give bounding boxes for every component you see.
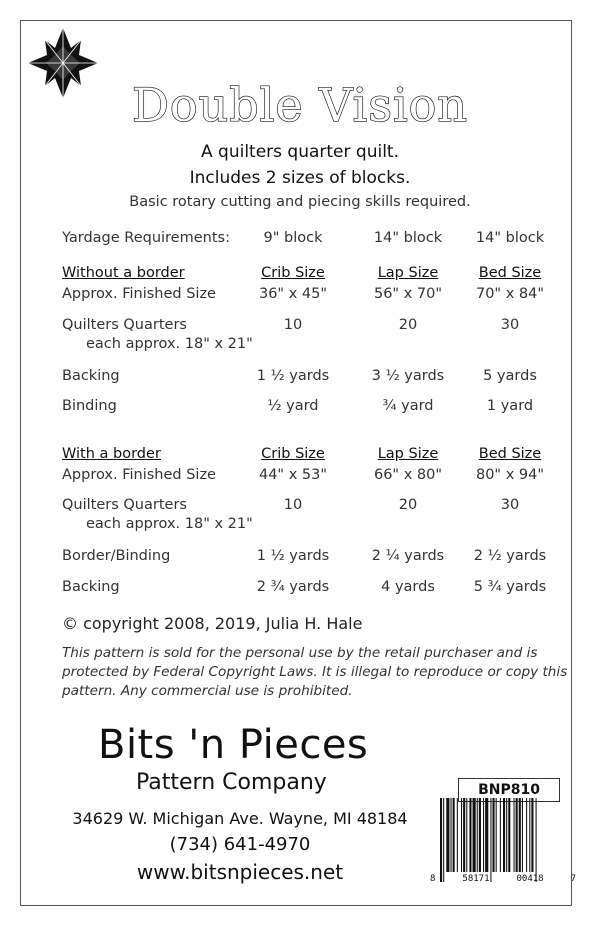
row-label: Approx. Finished Size bbox=[62, 467, 216, 483]
row-label: Quilters Quarters bbox=[62, 317, 187, 333]
barcode-bar bbox=[496, 798, 497, 872]
barcode-bar bbox=[477, 798, 478, 872]
yardage-header-row bbox=[0, 230, 600, 252]
cell: 70" x 84" bbox=[475, 286, 545, 302]
row-label: Quilters Quarters bbox=[62, 497, 187, 513]
barcode-bar bbox=[443, 798, 444, 882]
without-border-heading-row bbox=[0, 265, 600, 287]
block-size-col3: 14" block bbox=[475, 230, 545, 246]
cell: 10 bbox=[283, 497, 303, 513]
barcode-bar bbox=[500, 798, 501, 872]
barcode-bar bbox=[473, 798, 476, 872]
company-phone: (734) 641-4970 bbox=[169, 834, 311, 855]
company-address: 34629 W. Michigan Ave. Wayne, MI 48184 bbox=[72, 809, 408, 828]
barcode-bar bbox=[493, 798, 495, 872]
barcode-bar bbox=[529, 798, 530, 872]
cell: ¾ yard bbox=[382, 398, 434, 414]
company-subtitle: Pattern Company bbox=[136, 770, 327, 795]
cell: 20 bbox=[398, 317, 418, 333]
pattern-title: Double Vision bbox=[132, 78, 468, 132]
crib-size-label: Crib Size bbox=[261, 265, 325, 281]
barcode-bar bbox=[461, 798, 462, 872]
barcode-bar bbox=[440, 798, 442, 882]
barcode-bar bbox=[457, 798, 458, 872]
barcode-bar bbox=[514, 798, 515, 872]
upc-last-digit: 7 bbox=[570, 874, 576, 884]
block-size-col2: 14" block bbox=[373, 230, 443, 246]
upc-right-group: 00418 bbox=[516, 874, 544, 884]
cell: 66" x 80" bbox=[373, 467, 443, 483]
quarters-note: each approx. 18" x 21" bbox=[86, 516, 253, 532]
finished-size-row bbox=[0, 467, 600, 489]
lap-size-label: Lap Size bbox=[377, 446, 439, 462]
row-label: Approx. Finished Size bbox=[62, 286, 216, 302]
cell: 2 ½ yards bbox=[473, 548, 547, 564]
upc-digits bbox=[430, 874, 576, 884]
barcode-bar bbox=[490, 798, 491, 882]
border-binding-row bbox=[0, 548, 600, 570]
cell: 30 bbox=[500, 497, 520, 513]
cell: 80" x 94" bbox=[475, 467, 545, 483]
cell: 56" x 70" bbox=[373, 286, 443, 302]
row-label: Backing bbox=[62, 368, 120, 384]
row-label: Backing bbox=[62, 579, 120, 595]
barcode-bar bbox=[453, 798, 455, 872]
barcode-bar bbox=[485, 798, 488, 872]
cell: 44" x 53" bbox=[258, 467, 328, 483]
subtitle-line-1: A quilters quarter quilt. bbox=[201, 142, 399, 162]
copyright-line: © copyright 2008, 2019, Julia H. Hale bbox=[62, 614, 363, 633]
barcode-bar bbox=[503, 798, 505, 872]
skills-note: Basic rotary cutting and piecing skills required. bbox=[129, 194, 471, 210]
barcode-bar bbox=[522, 798, 523, 872]
quarters-note: each approx. 18" x 21" bbox=[86, 336, 253, 352]
subtitle-line-2: Includes 2 sizes of blocks. bbox=[189, 168, 411, 188]
row-label: Binding bbox=[62, 398, 117, 414]
cell: 36" x 45" bbox=[258, 286, 328, 302]
upc-left-group: 58171 bbox=[462, 874, 490, 884]
barcode-bar bbox=[446, 798, 449, 872]
yardage-label: Yardage Requirements: bbox=[62, 230, 230, 246]
barcode-bar bbox=[483, 798, 484, 872]
barcode-icon bbox=[436, 798, 570, 882]
cell: 20 bbox=[398, 497, 418, 513]
backing-row bbox=[0, 579, 600, 601]
barcode-bar bbox=[466, 798, 467, 872]
company-name: Bits 'n Pieces bbox=[98, 722, 369, 768]
lap-size-label: Lap Size bbox=[377, 265, 439, 281]
row-label: Border/Binding bbox=[62, 548, 171, 564]
barcode-bar bbox=[451, 798, 452, 872]
barcode-bar bbox=[469, 798, 471, 872]
block-size-col1: 9" block bbox=[263, 230, 323, 246]
cell: 3 ½ yards bbox=[371, 368, 445, 384]
backing-row bbox=[0, 368, 600, 390]
barcode-bar bbox=[516, 798, 518, 872]
crib-size-label: Crib Size bbox=[261, 446, 325, 462]
cell: 5 yards bbox=[483, 368, 537, 384]
with-border-heading-row bbox=[0, 446, 600, 468]
finished-size-row bbox=[0, 286, 600, 308]
barcode-bar bbox=[536, 798, 537, 882]
company-website[interactable]: www.bitsnpieces.net bbox=[136, 860, 344, 884]
binding-row bbox=[0, 398, 600, 420]
cell: 30 bbox=[500, 317, 520, 333]
barcode-bar bbox=[508, 798, 510, 872]
cell: ½ yard bbox=[267, 398, 319, 414]
cell: 4 yards bbox=[381, 579, 435, 595]
cell: 10 bbox=[283, 317, 303, 333]
cell: 2 ¼ yards bbox=[371, 548, 445, 564]
cell: 1 ½ yards bbox=[256, 368, 330, 384]
bed-size-label: Bed Size bbox=[478, 446, 542, 462]
upc-first-digit: 8 bbox=[430, 874, 436, 884]
section-heading: With a border bbox=[62, 446, 161, 462]
cell: 5 ¾ yards bbox=[473, 579, 547, 595]
section-heading: Without a border bbox=[62, 265, 185, 281]
cell: 1 ½ yards bbox=[256, 548, 330, 564]
barcode-bar bbox=[479, 798, 481, 872]
cell: 2 ¾ yards bbox=[256, 579, 330, 595]
barcode-bar bbox=[519, 798, 521, 872]
barcode-bar bbox=[526, 798, 527, 872]
barcode-bar bbox=[531, 798, 533, 872]
sku-label: BNP810 bbox=[458, 778, 560, 802]
barcode-bar bbox=[463, 798, 465, 872]
cell: 1 yard bbox=[486, 398, 534, 414]
barcode-bar bbox=[506, 798, 507, 872]
bed-size-label: Bed Size bbox=[478, 265, 542, 281]
legal-notice: This pattern is sold for the personal use by the retail purchaser and is protected by Federal Copyright Laws. It is illegal to reproduce or copy this pattern. Any commercial use is prohibited. bbox=[62, 645, 568, 699]
